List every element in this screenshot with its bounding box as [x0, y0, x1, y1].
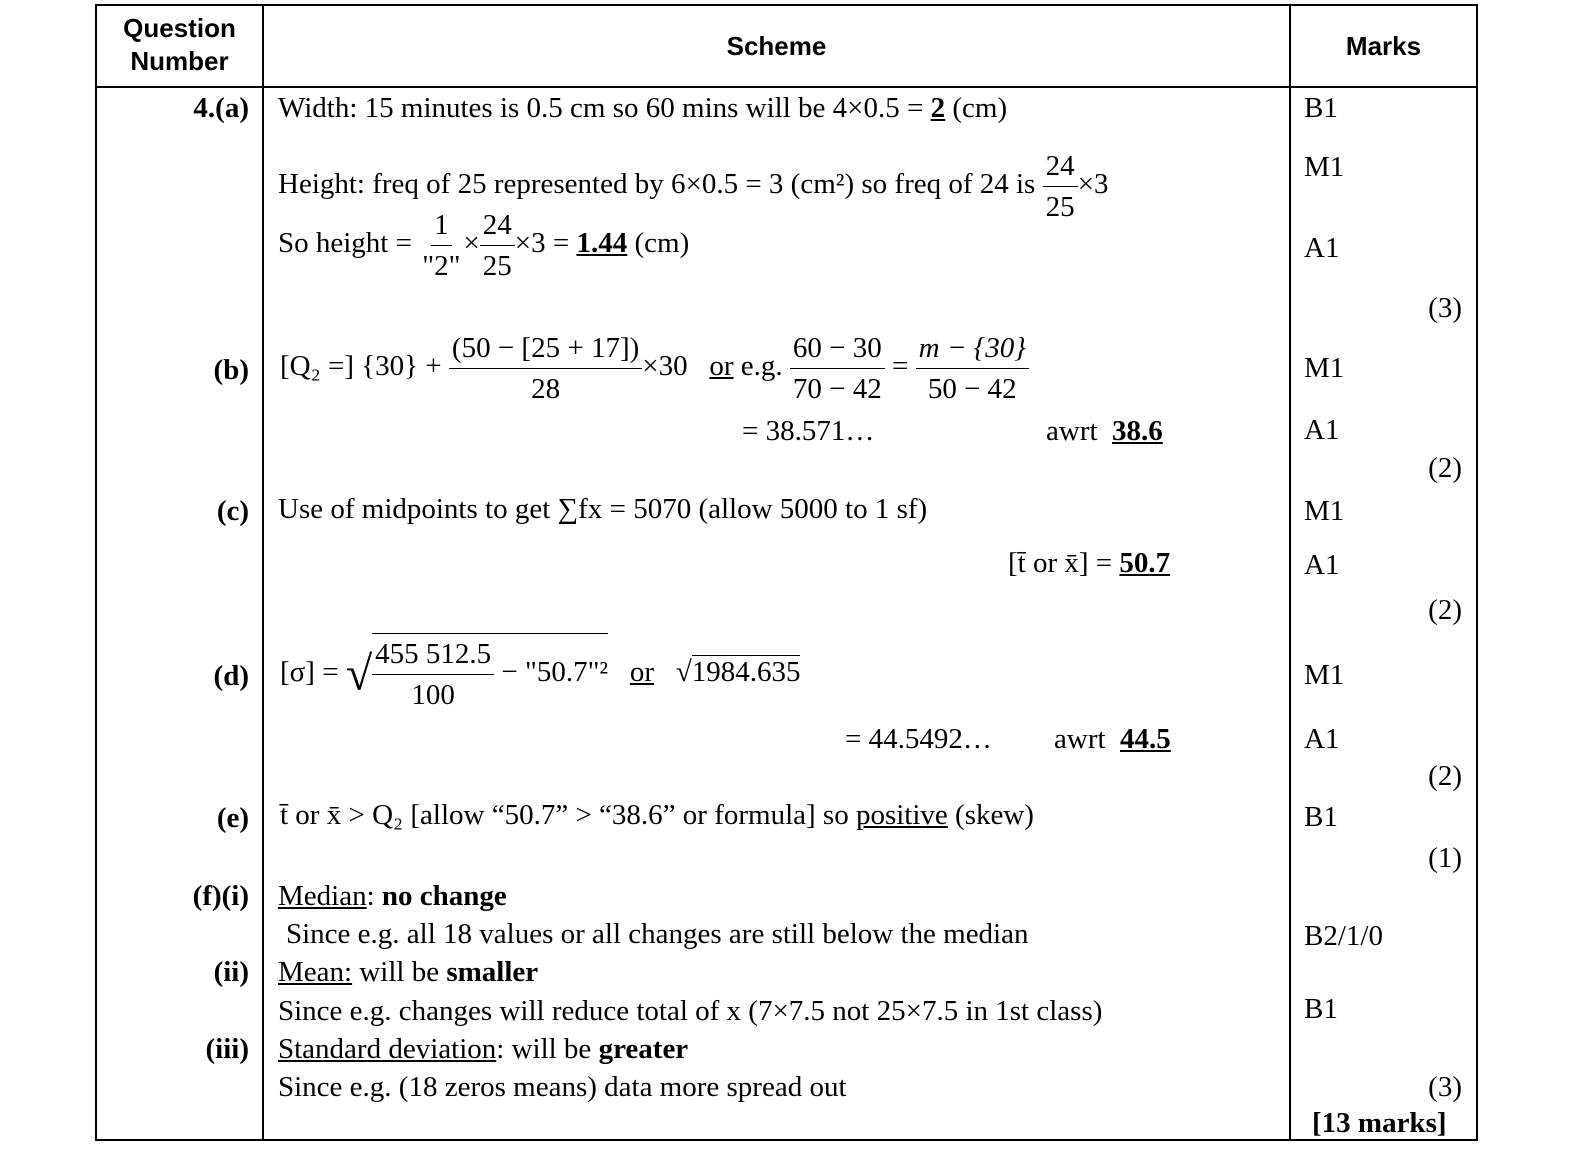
total-e: (1) [1428, 842, 1462, 874]
f-median-line: Median: no change [278, 880, 507, 912]
table-border-top [95, 4, 1478, 6]
f-mean-line: Mean: will be smaller [278, 956, 539, 988]
mark-c-1: M1 [1304, 495, 1345, 527]
mark-a-2: M1 [1304, 151, 1345, 183]
table-border-right [1476, 4, 1478, 1141]
grand-total: [13 marks] [1312, 1107, 1447, 1139]
f-mean-reason: Since e.g. changes will reduce total of x (7×7.5 not 25×7.5 in 1st class) [278, 995, 1103, 1027]
column-divider-1 [262, 4, 264, 1141]
a-height-line: Height: freq of 25 represented by 6×0.5 = 3 (cm²) so freq of 24 is $\frac{24}{25}$ ×3 [278, 146, 1108, 227]
b-median-line: [Q₂ =] {30} + $\frac{(50 - [25 + 17])}{28}$ ×30 or e.g. $\frac{60 - 30}{70 - 42}$ = $\frac{m - \{30\}}{50 - 42}$ [280, 328, 1029, 409]
label-b: (b) [213, 354, 249, 386]
mark-a-1: B1 [1304, 92, 1338, 124]
column-divider-2 [1289, 4, 1291, 1141]
total-f: (3) [1428, 1071, 1462, 1103]
mark-d-2: A1 [1304, 723, 1340, 755]
mark-f-1: B2/1/0 [1304, 920, 1383, 952]
c-mean-line: [t̄ or x̄] = 50.7 [1008, 547, 1171, 579]
total-d: (2) [1428, 760, 1462, 792]
a-so-height-line: So height = $\frac{1}{"2"}$ × $\frac{24}{25}$ ×3 = 1.44 (cm) [278, 205, 689, 286]
header-divider [95, 86, 1478, 88]
mark-e-1: B1 [1304, 801, 1338, 833]
label-f-ii: (ii) [213, 956, 249, 988]
table-border-left [95, 4, 97, 1141]
f-sd-reason: Since e.g. (18 zeros means) data more spread out [278, 1071, 847, 1103]
label-4a: 4.(a) [193, 92, 249, 124]
total-b: (2) [1428, 452, 1462, 484]
mark-c-2: A1 [1304, 549, 1340, 581]
label-e: (e) [216, 802, 249, 834]
mark-a-3: A1 [1304, 232, 1340, 264]
a-width-line: Width: 15 minutes is 0.5 cm so 60 mins will be 4×0.5 = 2 (cm) [278, 92, 1008, 124]
f-sd-line: Standard deviation: will be greater [278, 1033, 689, 1065]
table-border-bottom [95, 1139, 1478, 1141]
total-a: (3) [1428, 292, 1462, 324]
d-result: = 44.5492… [845, 723, 992, 755]
total-c: (2) [1428, 594, 1462, 626]
header-question-number: Question Number [123, 13, 236, 76]
e-skew-line: t̄ or x̄ > Q₂ [allow “50.7” > “38.6” or formula] so positive (skew) [280, 799, 1034, 831]
label-d: (d) [213, 660, 249, 692]
header-scheme: Scheme [726, 31, 827, 61]
header-marks: Marks [1345, 31, 1422, 61]
b-result: = 38.571… [742, 415, 875, 447]
label-f-i: (f)(i) [192, 880, 249, 912]
label-f-iii: (iii) [205, 1033, 249, 1065]
d-sd-line: [σ] = √ $\frac{455 512.5}{100}$ − "50.7"² or √1984.635 [280, 633, 800, 715]
c-midpoints-line: Use of midpoints to get ∑fx = 5070 (allow 5000 to 1 sf) [278, 493, 928, 525]
mark-f-2: B1 [1304, 993, 1338, 1025]
mark-d-1: M1 [1304, 659, 1345, 691]
d-awrt: awrt 44.5 [1054, 723, 1171, 755]
f-median-reason: Since e.g. all 18 values or all changes are still below the median [286, 918, 1029, 950]
mark-b-2: A1 [1304, 414, 1340, 446]
b-awrt: awrt 38.6 [1046, 415, 1163, 447]
label-c: (c) [216, 495, 249, 527]
mark-b-1: M1 [1304, 352, 1345, 384]
